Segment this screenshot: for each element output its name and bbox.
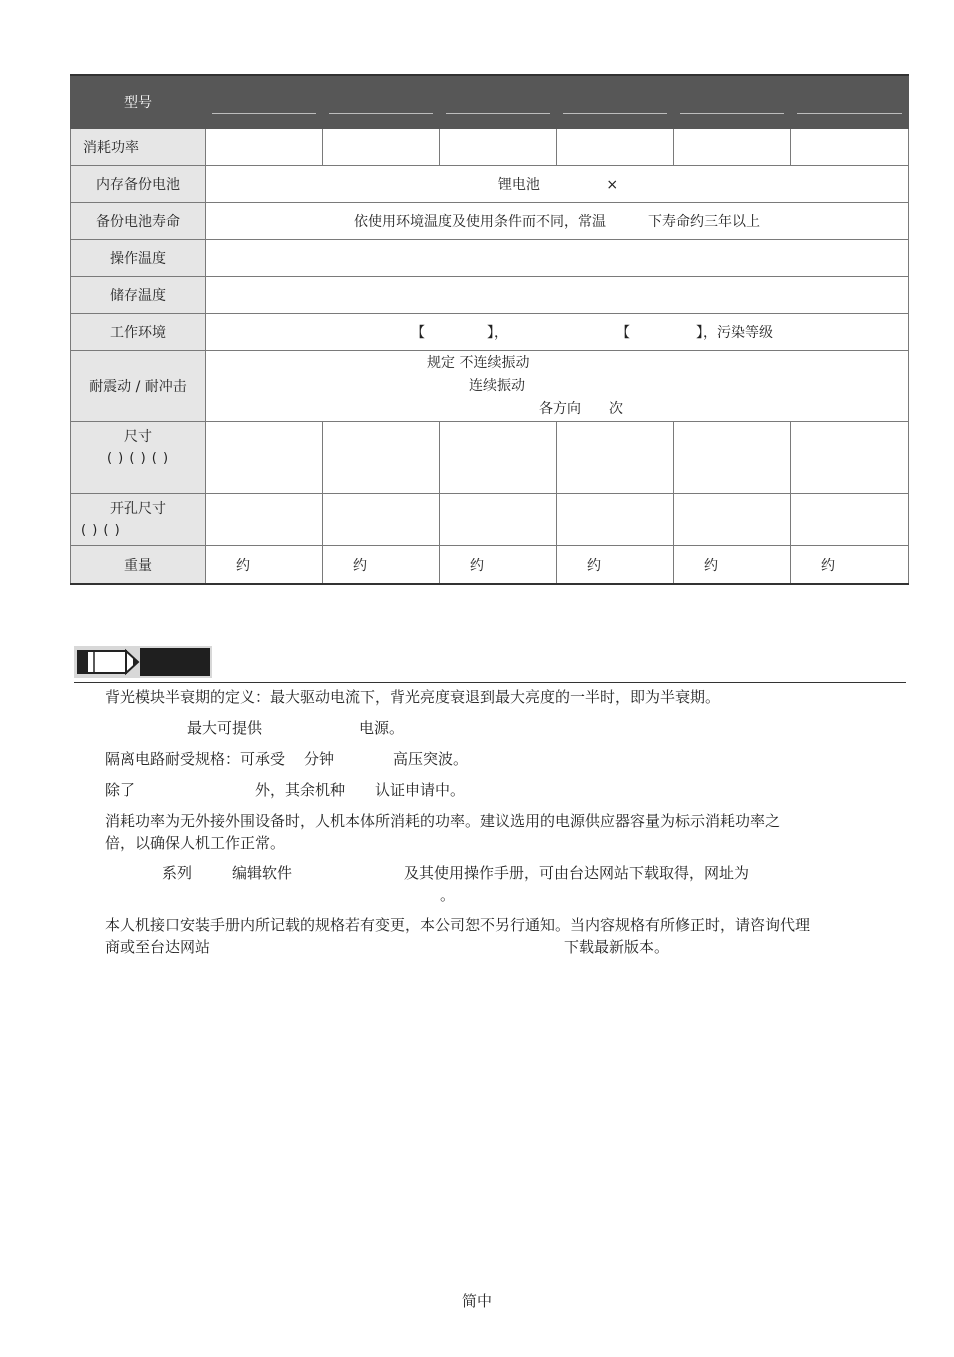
model-col-2 [323, 75, 440, 129]
note-divider [74, 682, 906, 683]
cutout-row [71, 494, 909, 546]
page-footer: 简中 [461, 1292, 492, 1310]
weight-value: 约 [206, 546, 323, 585]
note-7-cont: 商或至台达网站 下载最新版本。 [105, 938, 670, 956]
note-5: 消耗功率为无外接外围设备时，人机本体所消耗的功率。建议选用的电源供应器容量为标示消耗功率之 [105, 812, 781, 830]
note-1: 背光模块半衰期的定义：最大驱动电流下，背光亮度衰退到最大亮度的一半时，即为半衰期。 [105, 688, 721, 706]
note-2: 最大可提供 电源。 [187, 719, 405, 737]
dimensions-row [71, 422, 909, 494]
env-row [71, 314, 909, 351]
model-col-3 [440, 75, 557, 129]
note-4: 除了 外，其余机种 认证申请中。 [105, 781, 466, 799]
note-3: 隔离电路耐受规格：可承受 分钟 高压突波。 [105, 750, 469, 768]
battery-row [71, 166, 909, 203]
battery-life-label: 备份电池寿命 [71, 203, 206, 240]
note-6-cont: 。 [440, 886, 456, 904]
weight-value: 约 [791, 546, 909, 585]
power-label: 消耗功率 [71, 129, 206, 166]
weight-value: 约 [674, 546, 791, 585]
weight-value: 约 [323, 546, 440, 585]
model-col-5 [674, 75, 791, 129]
weight-value: 约 [440, 546, 557, 585]
model-col-6 [791, 75, 909, 129]
note-7: 本人机接口安装手册内所记载的规格若有变更，本公司恕不另行通知。当内容规格有所修正时，请咨询代理 [105, 916, 811, 934]
storage-temp-row [71, 277, 909, 314]
battery-life-value: 依使用环境温度及使用条件而不同，常温 下寿命约三年以上 [206, 203, 909, 240]
op-temp-row [71, 240, 909, 277]
env-value: 【 】， 【 】，污染等级 [206, 314, 909, 351]
header-row [71, 75, 909, 129]
vibration-label: 耐震动 / 耐冲击 [71, 351, 206, 422]
battery-label: 内存备份电池 [71, 166, 206, 203]
power-row [71, 129, 909, 166]
op-temp-label: 操作温度 [71, 240, 206, 277]
dimensions-label: 尺寸 ( ) ( ) ( ) [71, 422, 206, 494]
battery-value: 锂电池 × [206, 166, 909, 203]
model-col-4 [557, 75, 674, 129]
model-col-1 [206, 75, 323, 129]
vibration-value: 规定 不连续振动 连续振动 各方向 次 [206, 351, 909, 422]
note-5-cont: 倍，以确保人机工作正常。 [105, 834, 286, 852]
spec-table [70, 74, 909, 585]
vibration-row [71, 351, 909, 422]
weight-label: 重量 [71, 546, 206, 585]
note-pencil-icon [74, 646, 212, 678]
battery-life-row [71, 203, 909, 240]
env-label: 工作环境 [71, 314, 206, 351]
model-header: 型号 [71, 75, 206, 129]
note-6: 系列 编辑软件 及其使用操作手册，可由台达网站下载取得，网址为 [162, 864, 750, 882]
weight-value: 约 [557, 546, 674, 585]
storage-temp-label: 储存温度 [71, 277, 206, 314]
weight-row [71, 546, 909, 585]
cutout-label: 开孔尺寸 ( ) ( ) [71, 494, 206, 546]
